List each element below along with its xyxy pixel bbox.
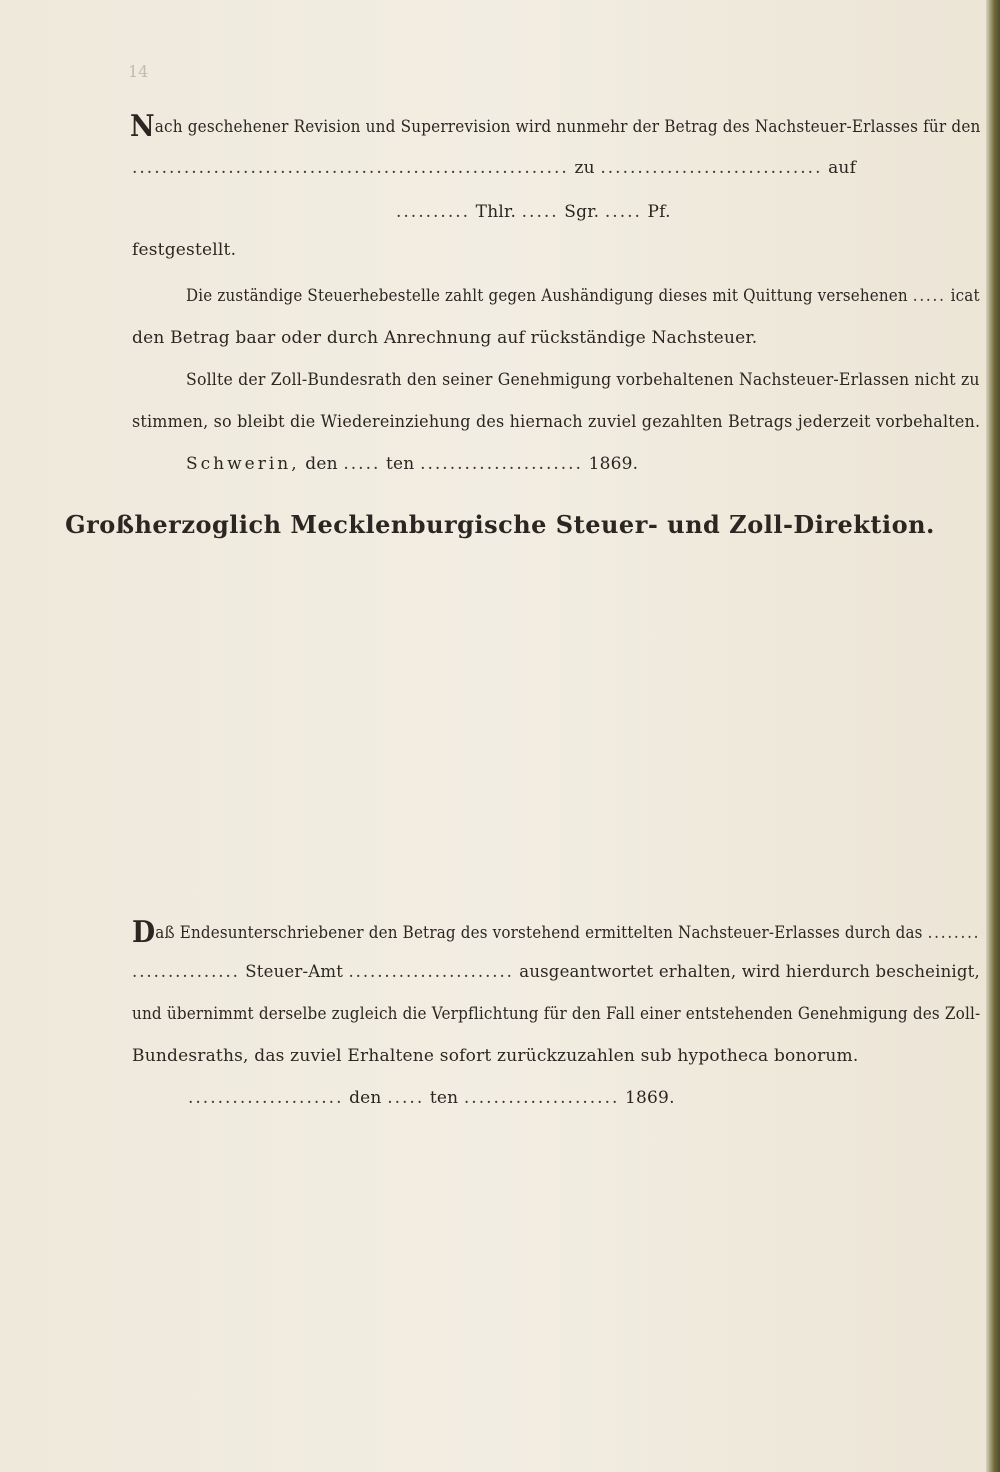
pfennig-label: Pf.: [647, 202, 671, 222]
thaler-label: Thlr.: [475, 202, 517, 222]
silbergroschen-label: Sgr.: [564, 202, 600, 222]
receipt-line2: ............... Steuer-Amt ....................... ausgeantwortet erhalten, wird hierdurch bescheinigt,: [132, 962, 980, 982]
page-number: 14: [128, 62, 149, 81]
page-edge: [986, 0, 1000, 1472]
drop-initial-n: N: [130, 109, 155, 144]
place-name: Schwerin,: [186, 454, 300, 474]
paragraph1-line1: Nach geschehener Revision und Superrevision wird nunmehr der Betrag des Nachsteuer-Erlasses für den: [130, 109, 981, 144]
paragraph1-line4: festgestellt.: [132, 240, 237, 260]
receipt-year: 1869.: [625, 1088, 675, 1108]
paragraph3-line1: Sollte der Zoll-Bundesrath den seiner Genehmigung vorbehaltenen Nachsteuer-Erlassen nicht zu: [186, 370, 980, 390]
receipt-line4: Bundesraths, das zuviel Erhaltene sofort zurückzuzahlen sub hypotheca bonorum.: [132, 1046, 859, 1066]
paragraph2-line1: Die zuständige Steuerhebestelle zahlt gegen Aushändigung dieses mit Quittung versehenen ..... icat: [186, 286, 980, 306]
amount-line: .......... Thlr. ..... Sgr. ..... Pf.: [396, 202, 671, 222]
place-date-line: Schwerin, den ..... ten ...................... 1869.: [186, 454, 639, 474]
receipt-line1: Daß Endesunterschriebener den Betrag des vorstehend ermittelten Nachsteuer-Erlasses durch das ........: [132, 915, 981, 950]
receipt-date-line: ..................... den ..... ten ..................... 1869.: [188, 1088, 675, 1108]
year: 1869.: [588, 454, 639, 474]
authority-heading: Großherzoglich Mecklenburgische Steuer- und Zoll-Direktion.: [65, 510, 935, 539]
drop-initial-d: D: [132, 915, 156, 950]
receipt-line3: und übernimmt derselbe zugleich die Verpflichtung für den Fall einer entstehenden Genehmigung des Zoll-: [132, 1004, 981, 1024]
paragraph3-line2: stimmen, so bleibt die Wiedereinziehung des hiernach zuviel gezahlten Betrags jederzeit vorbehalten.: [132, 412, 981, 432]
paragraph2-line2: den Betrag baar oder durch Anrechnung auf rückständige Nachsteuer.: [132, 328, 758, 348]
paragraph1-line2: ........................................................... zu .............................. auf: [132, 158, 857, 178]
